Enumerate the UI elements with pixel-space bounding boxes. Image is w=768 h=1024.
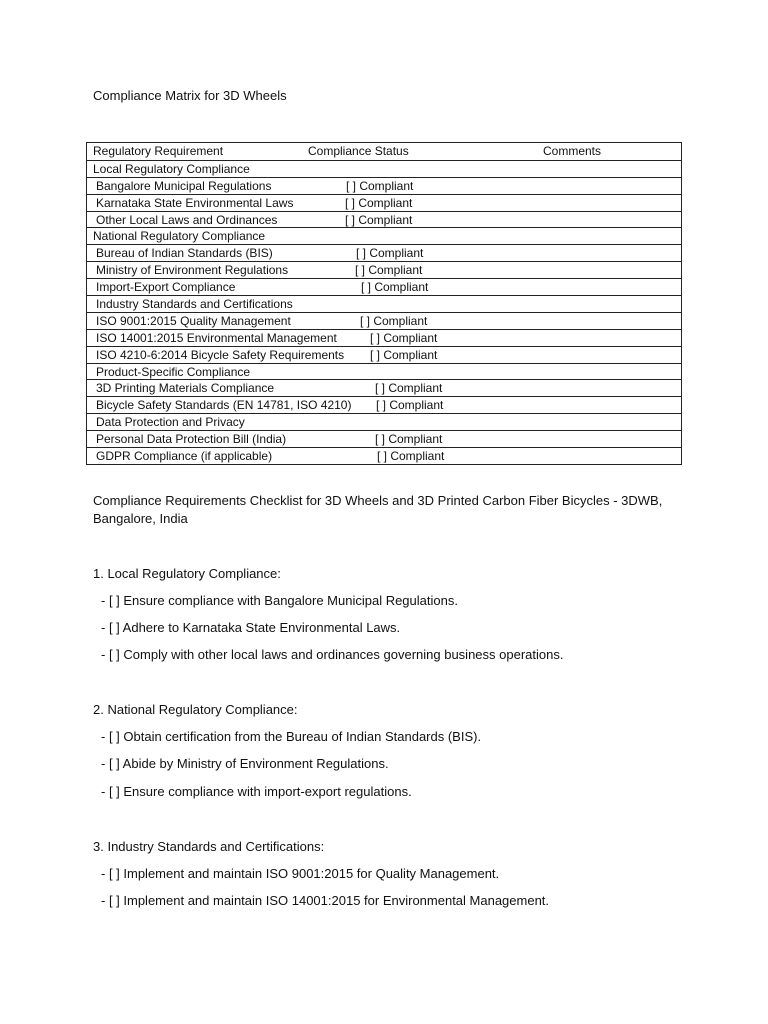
row-requirement: Product-Specific Compliance bbox=[96, 364, 251, 379]
checklist-item: - [ ] Abide by Ministry of Environment Regulations. bbox=[101, 756, 389, 771]
checklist-item: - [ ] Implement and maintain ISO 14001:2015 for Environmental Management. bbox=[101, 893, 550, 908]
header-requirement: Regulatory Requirement bbox=[93, 144, 224, 158]
row-requirement: Local Regulatory Compliance bbox=[93, 161, 250, 176]
row-requirement: GDPR Compliance (if applicable) bbox=[96, 449, 273, 464]
row-status: [ ] Compliant bbox=[377, 449, 445, 464]
row-requirement: 3D Printing Materials Compliance bbox=[96, 381, 275, 396]
table-row bbox=[87, 363, 681, 380]
row-status: [ ] Compliant bbox=[375, 381, 443, 396]
table-row bbox=[87, 379, 681, 396]
table-row bbox=[87, 177, 681, 194]
checklist-item: - [ ] Comply with other local laws and ordinances governing business operations. bbox=[101, 647, 564, 662]
row-status: [ ] Compliant bbox=[355, 263, 423, 278]
row-status: [ ] Compliant bbox=[375, 432, 443, 447]
checklist-item: - [ ] Obtain certification from the Bureau of Indian Standards (BIS). bbox=[101, 729, 482, 744]
header-status: Compliance Status bbox=[308, 144, 409, 158]
checklist-item: - [ ] Implement and maintain ISO 9001:2015 for Quality Management. bbox=[101, 866, 500, 881]
row-requirement: Bicycle Safety Standards (EN 14781, ISO 4210) bbox=[96, 398, 352, 413]
row-requirement: National Regulatory Compliance bbox=[93, 229, 266, 244]
section-heading: 2. National Regulatory Compliance: bbox=[93, 702, 298, 717]
row-requirement: Other Local Laws and Ordinances bbox=[96, 212, 278, 227]
table-row bbox=[87, 447, 681, 464]
table-row bbox=[87, 346, 681, 363]
row-requirement: ISO 4210-6:2014 Bicycle Safety Requirements bbox=[96, 347, 345, 362]
checklist-item: - [ ] Ensure compliance with Bangalore Municipal Regulations. bbox=[101, 593, 458, 608]
table-row bbox=[87, 227, 681, 244]
row-status: [ ] Compliant bbox=[360, 313, 428, 328]
row-requirement: ISO 14001:2015 Environmental Management bbox=[96, 330, 337, 345]
row-status: [ ] Compliant bbox=[346, 178, 414, 193]
row-status: [ ] Compliant bbox=[361, 280, 429, 295]
checklist-item: - [ ] Ensure compliance with import-export regulations. bbox=[101, 784, 412, 799]
row-status: [ ] Compliant bbox=[370, 347, 438, 362]
table-row bbox=[87, 160, 681, 177]
row-status: [ ] Compliant bbox=[356, 246, 424, 261]
row-status: [ ] Compliant bbox=[345, 195, 413, 210]
table-row bbox=[87, 244, 681, 261]
table-row bbox=[87, 430, 681, 447]
row-requirement: Karnataka State Environmental Laws bbox=[96, 195, 294, 210]
row-status: [ ] Compliant bbox=[370, 330, 438, 345]
row-requirement: ISO 9001:2015 Quality Management bbox=[96, 313, 291, 328]
table-row bbox=[87, 194, 681, 211]
table-header-row bbox=[87, 143, 681, 160]
row-requirement: Industry Standards and Certifications bbox=[96, 297, 293, 312]
table-row bbox=[87, 211, 681, 228]
row-requirement: Bangalore Municipal Regulations bbox=[96, 178, 272, 193]
header-comments: Comments bbox=[543, 144, 602, 158]
row-requirement: Import-Export Compliance bbox=[96, 280, 236, 295]
compliance-matrix-table bbox=[86, 142, 682, 465]
table-row bbox=[87, 413, 681, 430]
table-row bbox=[87, 295, 681, 312]
row-status: [ ] Compliant bbox=[376, 398, 444, 413]
table-row bbox=[87, 329, 681, 346]
row-requirement: Ministry of Environment Regulations bbox=[96, 263, 289, 278]
section-heading: 3. Industry Standards and Certifications: bbox=[93, 839, 325, 854]
page-title: Compliance Matrix for 3D Wheels bbox=[93, 88, 287, 103]
table-row bbox=[87, 396, 681, 413]
row-status: [ ] Compliant bbox=[345, 212, 413, 227]
table-row bbox=[87, 278, 681, 295]
table-row bbox=[87, 261, 681, 278]
row-requirement: Personal Data Protection Bill (India) bbox=[96, 432, 287, 447]
checklist-title: Compliance Requirements Checklist for 3D Wheels and 3D Printed Carbon Fiber Bicycles - 3DWB, Bangalore, India bbox=[93, 493, 663, 526]
row-requirement: Bureau of Indian Standards (BIS) bbox=[96, 246, 273, 261]
section-heading: 1. Local Regulatory Compliance: bbox=[93, 566, 281, 581]
row-requirement: Data Protection and Privacy bbox=[96, 415, 245, 430]
table-row bbox=[87, 312, 681, 329]
checklist-item: - [ ] Adhere to Karnataka State Environmental Laws. bbox=[101, 620, 401, 635]
